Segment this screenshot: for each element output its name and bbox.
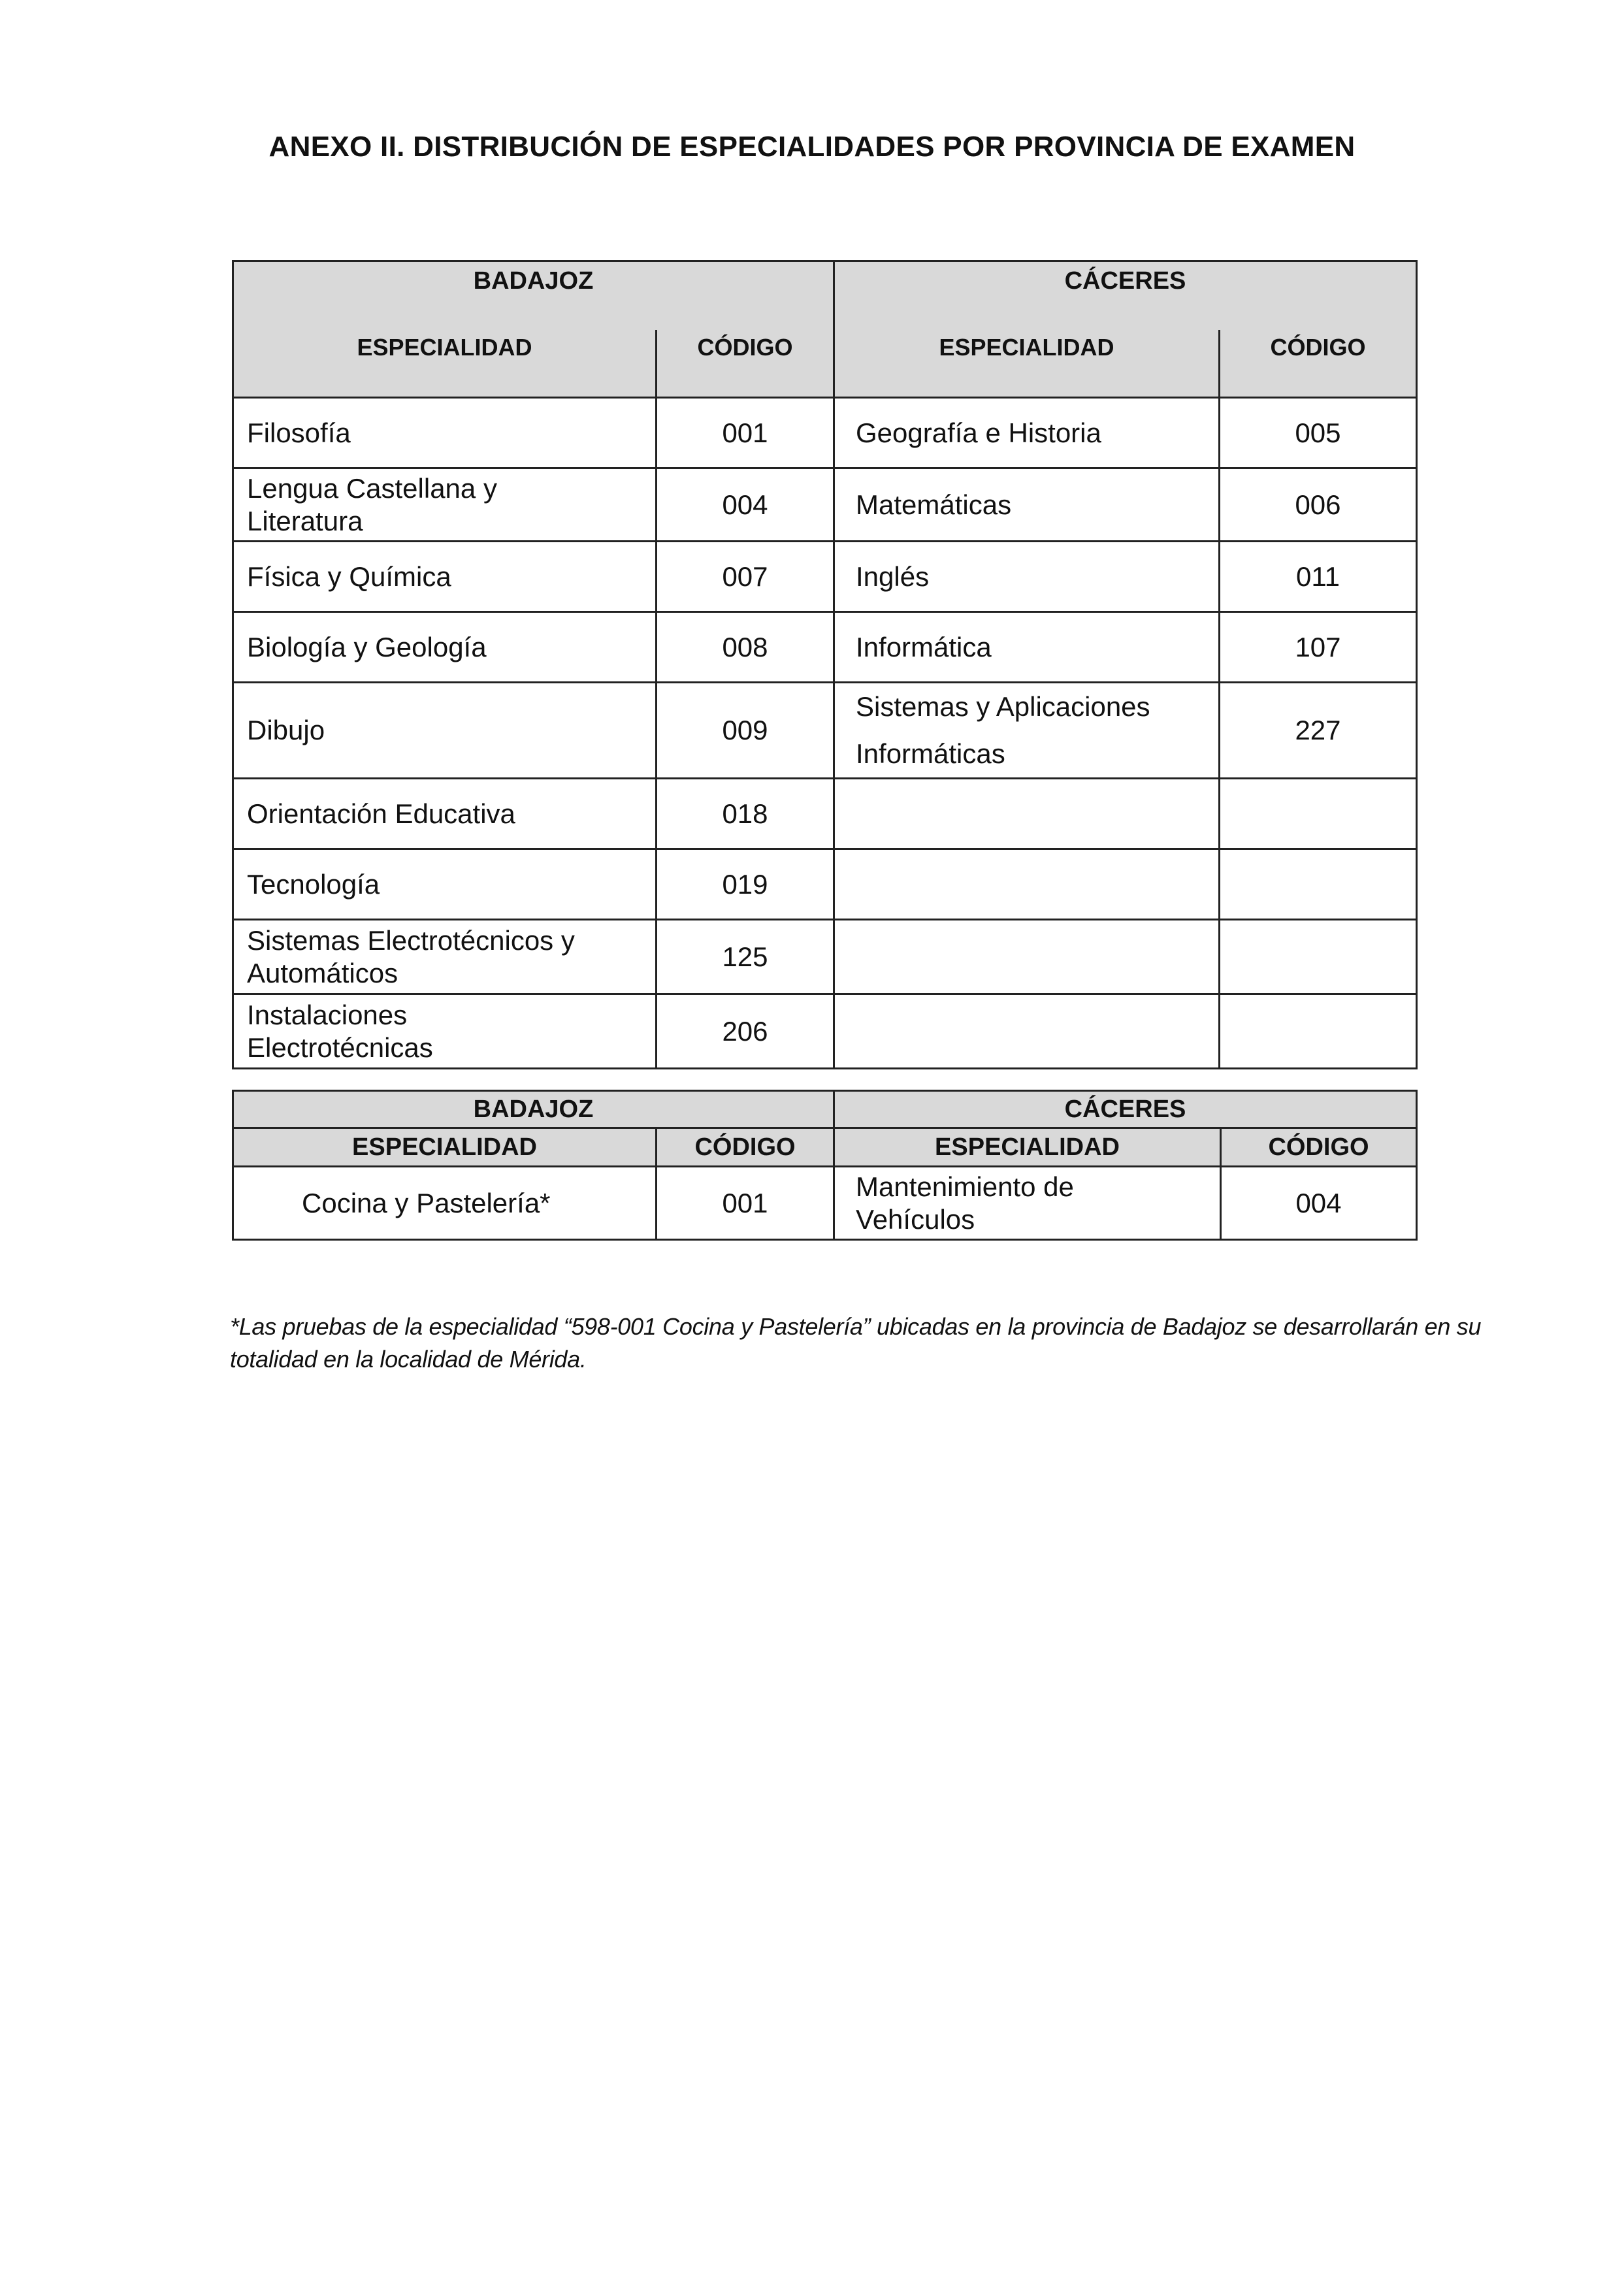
caceres-code: 004 — [1221, 1167, 1417, 1240]
especialidad-header: ESPECIALIDAD — [233, 1128, 657, 1167]
caceres-code: 011 — [1220, 542, 1417, 612]
badajoz-specialty: Tecnología — [233, 849, 657, 920]
table-row — [233, 542, 1417, 612]
especialidad-header: ESPECIALIDAD — [233, 330, 657, 398]
badajoz-code: 008 — [657, 612, 834, 683]
badajoz-code: 001 — [657, 1167, 834, 1240]
table-row — [233, 468, 1417, 542]
badajoz-specialty: Dibujo — [233, 683, 657, 779]
caceres-code: 005 — [1220, 398, 1417, 468]
caceres-code: 107 — [1220, 612, 1417, 683]
caceres-specialty — [834, 779, 1220, 849]
column-header-row — [233, 1128, 1417, 1167]
codigo-header: CÓDIGO — [657, 1128, 834, 1167]
table-row — [233, 1167, 1417, 1240]
caceres-specialty — [834, 994, 1220, 1069]
table-row — [233, 994, 1417, 1069]
codigo-header: CÓDIGO — [657, 330, 834, 398]
table-row — [233, 683, 1417, 779]
province-badajoz-header: BADAJOZ — [233, 261, 834, 331]
specialties-table-598 — [232, 1090, 1418, 1241]
caceres-code — [1220, 849, 1417, 920]
badajoz-specialty: Lengua Castellana y Literatura — [233, 468, 657, 542]
badajoz-specialty: Filosofía — [233, 398, 657, 468]
badajoz-code: 004 — [657, 468, 834, 542]
badajoz-code: 206 — [657, 994, 834, 1069]
badajoz-specialty: Sistemas Electrotécnicos y Automáticos — [233, 920, 657, 994]
footnote: *Las pruebas de la especialidad “598-001 Cocina y Pastelería” ubicadas en la provincia de Badajoz se desarrollarán en su totalidad en la localidad de Mérida. — [230, 1313, 1482, 1373]
badajoz-code: 019 — [657, 849, 834, 920]
province-header-row — [233, 261, 1417, 331]
column-header-row — [233, 330, 1417, 398]
caceres-specialty: Matemáticas — [834, 468, 1220, 542]
table-row — [233, 849, 1417, 920]
especialidad-header: ESPECIALIDAD — [834, 1128, 1221, 1167]
codigo-header: CÓDIGO — [1221, 1128, 1417, 1167]
table-row — [233, 398, 1417, 468]
page-title: ANEXO II. DISTRIBUCIÓN DE ESPECIALIDADES POR PROVINCIA DE EXAMEN — [268, 131, 1356, 163]
badajoz-code: 018 — [657, 779, 834, 849]
caceres-code — [1220, 994, 1417, 1069]
badajoz-code: 007 — [657, 542, 834, 612]
table-row — [233, 920, 1417, 994]
caceres-specialty — [834, 920, 1220, 994]
badajoz-specialty: Biología y Geología — [233, 612, 657, 683]
table-row — [233, 779, 1417, 849]
province-badajoz-header: BADAJOZ — [233, 1091, 834, 1128]
table-row — [233, 612, 1417, 683]
caceres-code — [1220, 779, 1417, 849]
caceres-code: 006 — [1220, 468, 1417, 542]
badajoz-code: 009 — [657, 683, 834, 779]
caceres-specialty: Inglés — [834, 542, 1220, 612]
caceres-specialty: Sistemas y Aplicaciones Informáticas — [834, 683, 1220, 779]
caceres-specialty — [834, 849, 1220, 920]
codigo-header: CÓDIGO — [1220, 330, 1417, 398]
specialties-table-597 — [232, 260, 1418, 1069]
caceres-specialty: Mantenimiento de Vehículos — [834, 1167, 1221, 1240]
province-caceres-header: CÁCERES — [834, 1091, 1417, 1128]
badajoz-code: 125 — [657, 920, 834, 994]
province-header-row — [233, 1091, 1417, 1128]
especialidad-header: ESPECIALIDAD — [834, 330, 1220, 398]
badajoz-specialty: Instalaciones Electrotécnicas — [233, 994, 657, 1069]
caceres-specialty: Geografía e Historia — [834, 398, 1220, 468]
province-caceres-header: CÁCERES — [834, 261, 1417, 331]
caceres-code — [1220, 920, 1417, 994]
badajoz-specialty: Cocina y Pastelería* — [233, 1167, 657, 1240]
badajoz-specialty: Física y Química — [233, 542, 657, 612]
badajoz-specialty: Orientación Educativa — [233, 779, 657, 849]
caceres-specialty: Informática — [834, 612, 1220, 683]
caceres-code: 227 — [1220, 683, 1417, 779]
badajoz-code: 001 — [657, 398, 834, 468]
